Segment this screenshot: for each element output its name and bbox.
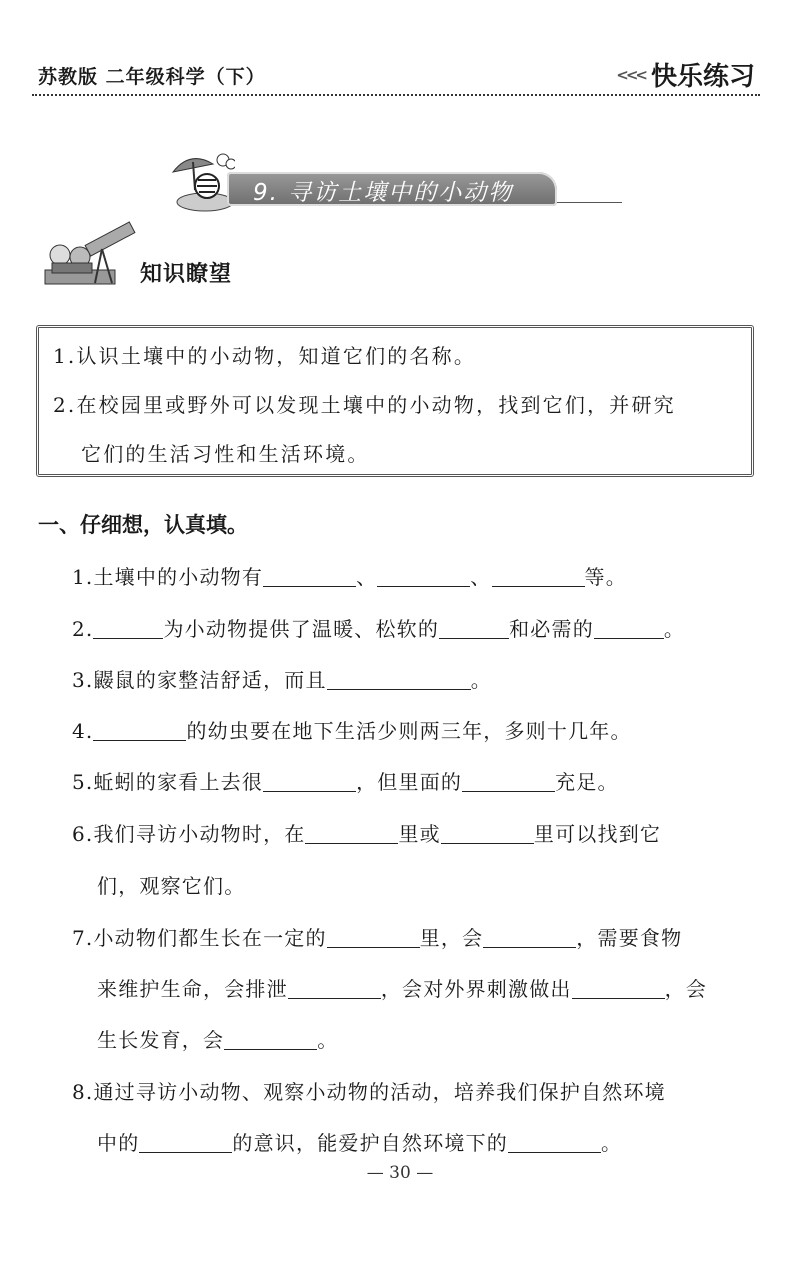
answer-blank[interactable] [93, 720, 186, 741]
answer-blank[interactable] [483, 927, 576, 948]
goal-item: 1.认识土壤中的小动物，知道它们的名称。 [53, 344, 477, 368]
answer-blank[interactable] [441, 823, 534, 844]
brand-header [616, 56, 755, 93]
answer-blank[interactable] [462, 771, 555, 792]
answer-blank[interactable] [377, 566, 470, 587]
section-title: 一、仔细想，认真填。 [38, 513, 248, 537]
question-8-continued: 中的 的意识，能爱护自然环境下的 。 [97, 1131, 623, 1155]
knowledge-title: 知识瞭望 [140, 262, 233, 287]
chevrons-icon: <<< [616, 65, 645, 84]
answer-blank[interactable] [305, 823, 398, 844]
question-7: 7.小动物们都生长在一定的 里，会 ，需要食物 [72, 926, 683, 950]
chapter-banner [165, 150, 630, 215]
question-2: 2. 为小动物提供了温暖、松软的 和必需的 。 [72, 617, 686, 641]
question-8: 8.通过寻访小动物、观察小动物的活动，培养我们保护自然环境 [72, 1080, 666, 1104]
question-6: 6.我们寻访小动物时，在 里或 里可以找到它 [72, 822, 662, 846]
chapter-title-underline [557, 202, 622, 203]
knowledge-header [40, 215, 260, 290]
answer-blank[interactable] [263, 566, 356, 587]
answer-blank[interactable] [288, 978, 381, 999]
goal-item: 2.在校园里或野外可以发现土壤中的小动物，找到它们，并研究 [53, 393, 676, 417]
answer-blank[interactable] [439, 618, 509, 639]
question-5: 5.蚯蚓的家看上去很 ，但里面的 充足。 [72, 770, 619, 794]
answer-blank[interactable] [572, 978, 665, 999]
answer-blank[interactable] [224, 1029, 317, 1050]
goal-item-continued: 它们的生活习性和生活环境。 [81, 442, 370, 466]
chapter-title: 9. 寻访土壤中的小动物 [253, 180, 514, 206]
answer-blank[interactable] [327, 669, 471, 690]
question-7-line-3: 生长发育，会 。 [97, 1028, 339, 1052]
question-4: 4. 的幼虫要在地下生活少则两三年，多则十几年。 [72, 719, 632, 743]
question-7-line-2: 来维护生命，会排泄 ，会对外界刺激做出 ，会 [97, 977, 708, 1001]
answer-blank[interactable] [594, 618, 664, 639]
answer-blank[interactable] [263, 771, 356, 792]
book-title: 苏教版 二年级科学（下） [38, 66, 266, 88]
question-6-continued: 们，观察它们。 [97, 874, 246, 898]
answer-blank[interactable] [139, 1132, 232, 1153]
page-number: — 30 — [366, 1163, 434, 1183]
header-divider [32, 94, 760, 96]
answer-blank[interactable] [327, 927, 420, 948]
answer-blank[interactable] [93, 618, 163, 639]
question-3: 3.鼹鼠的家整洁舒适，而且 。 [72, 668, 492, 692]
brand-title: 快乐练习 [650, 62, 755, 92]
question-1: 1.土壤中的小动物有 、 、 等。 [72, 565, 627, 589]
answer-blank[interactable] [492, 566, 585, 587]
zebra-mascot-with-umbrella-icon [165, 150, 235, 215]
learning-goals-box [36, 325, 754, 477]
answer-blank[interactable] [508, 1132, 601, 1153]
kids-with-telescope-icon [40, 215, 140, 290]
